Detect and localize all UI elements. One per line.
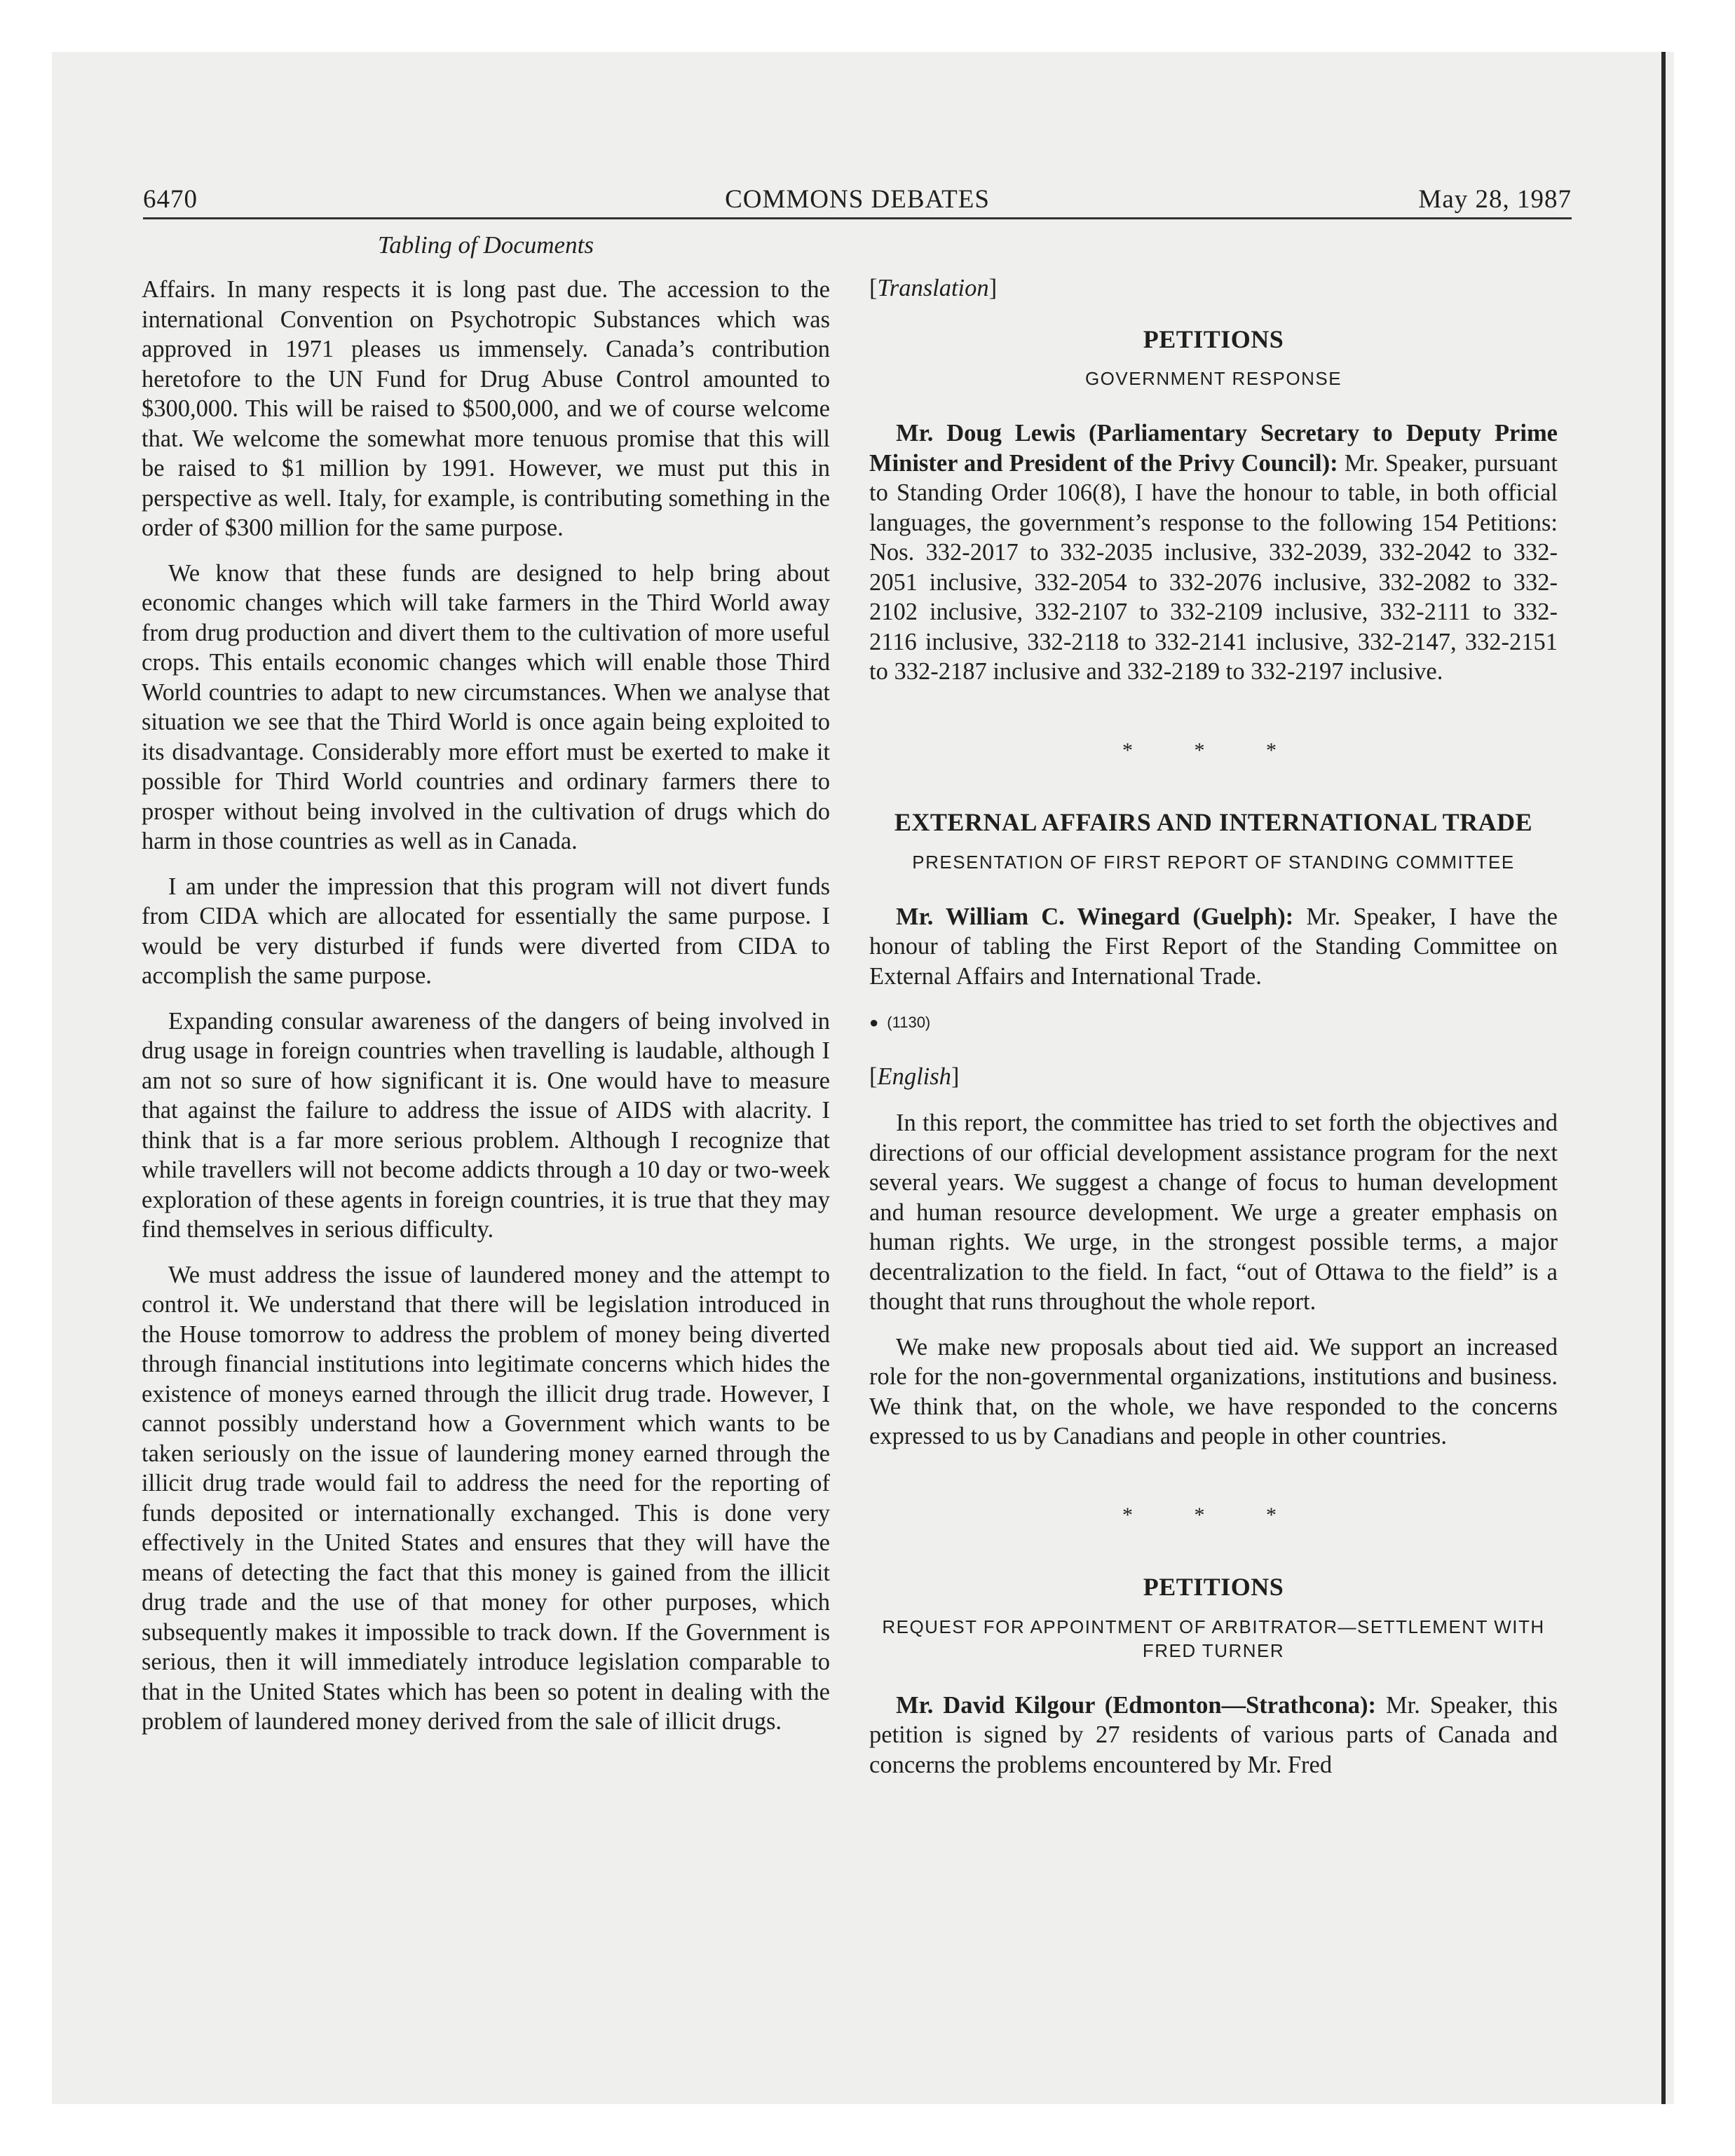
section-subheading: Tabling of Documents	[378, 231, 594, 259]
section-separator: * * *	[1122, 1503, 1305, 1527]
speaker-name: Mr. David Kilgour (Edmonton—Strathcona):	[896, 1691, 1376, 1719]
section-subtitle-first-report: PRESENTATION OF FIRST REPORT OF STANDING COMMITTEE	[912, 851, 1515, 873]
paragraph: Expanding consular awareness of the dangers of being involved in drug usage in foreign countries when travelling is laudable, although I am not so sure of how significant it is. One would have to measure that against the failure to address the issue of AIDS with alacrity. I think that is a far more serious problem. Although I recognize that while travellers will not become addicts through a 10 day or two-week exploration of these agents in foreign countries, it is true that they may find themselves in serious difficulty.	[142, 1007, 830, 1243]
page-header	[143, 181, 1572, 219]
page-number: 6470	[143, 185, 198, 214]
section-title-petitions: PETITIONS	[1143, 1573, 1284, 1601]
english-tag: [English]	[869, 1063, 960, 1090]
section-separator: * * *	[1122, 738, 1305, 762]
speaker-name: Mr. William C. Winegard (Guelph):	[896, 903, 1294, 930]
translation-tag: [Translation]	[869, 275, 998, 301]
speaker-name: Mr. Doug Lewis (Parliamentary Secretary to Deputy Prime Minister and President of the Privy Council):	[869, 420, 1558, 477]
paragraph: Mr. William C. Winegard (Guelph): Mr. Speaker, I have the honour of tabling the First Report of the Standing Committee on External Affairs and International Trade.	[869, 903, 1558, 990]
section-subtitle-arbitrator: REQUEST FOR APPOINTMENT OF ARBITRATOR—SETTLEMENT WITH FRED TURNER	[882, 1616, 1545, 1661]
paragraph: Mr. David Kilgour (Edmonton—Strathcona): Mr. Speaker, this petition is signed by 27 residents of various parts of Canada and concerns the problems encountered by Mr. Fred	[869, 1691, 1558, 1778]
left-column	[142, 231, 830, 1752]
section-title-petitions: PETITIONS	[1143, 325, 1284, 353]
scan-edge-line	[1661, 52, 1666, 2104]
publication-title: COMMONS DEBATES	[725, 185, 990, 214]
paragraph: Mr. Doug Lewis (Parliamentary Secretary to Deputy Prime Minister and President of the Privy Council): Mr. Speaker, pursuant to Standing Order 106(8), I have the honour to table, in both official languages, the government’s response to the following 154 Petitions: Nos. 332-2017 to 332-2035 inclusive, 332-2039, 332-2042 to 332-2051 inclusive, 332-2054 to 332-2076 inclusive, 332-2082 to 332-2102 inclusive, 332-2107 to 332-2109 inclusive, 332-2111 to 332-2116 inclusive, 332-2118 to 332-2141 inclusive, 332-2147, 332-2151 to 332-2187 inclusive and 332-2189 to 332-2197 inclusive.	[869, 420, 1558, 685]
paragraph: I am under the impression that this program will not divert funds from CIDA which are allocated for essentially the same purpose. I would be very disturbed if funds were diverted from CIDA to accomplish the same purpose.	[142, 873, 830, 989]
paragraph: In this report, the committee has tried to set forth the objectives and directions of our official development assistance program for the next several years. We suggest a change of focus to human development and human resource development. We urge a greater emphasis on human rights. We urge, in the strongest possible terms, a major decentralization to the field. In fact, “out of Ottawa to the field” is a thought that runs throughout the whole report.	[869, 1110, 1558, 1315]
paragraph: We must address the issue of laundered money and the attempt to control it. We understand that there will be legislation introduced in the House tomorrow to address the problem of money being diverted through financial institutions into legitimate concerns which hides the existence of moneys earned through the illicit drug trade. However, I cannot possibly understand how a Government which wants to be taken seriously on the issue of laundering money earned through the illicit drug trade would fail to address the need for the reporting of funds deposited or internationally exchanged. This is done very effectively in the United States and ensures that they will have the means of detecting the fact that this money is gained from the illicit drug trade and the use of that money for other purposes, which subsequently makes it impossible to track down. If the Government is serious, then it will immediately introduce legislation comparable to that in the United States which has been so potent in dealing with the problem of laundered money derived from the sale of illicit drugs.	[142, 1261, 830, 1735]
right-column	[869, 273, 1558, 1795]
paragraph: Affairs. In many respects it is long past due. The accession to the international Convention on Psychotropic Substances which was approved in 1971 pleases us immensely. Canada’s contribution heretofore to the UN Fund for Drug Abuse Control amounted to $300,000. This will be raised to $500,000, and we of course welcome that. We welcome the somewhat more tenuous promise that this will be raised to $1 million by 1991. However, we must put this in perspective as well. Italy, for example, is contributing something in the order of $300 million for the same purpose.	[142, 276, 830, 541]
bullet-icon: ●	[869, 1014, 879, 1031]
publication-date: May 28, 1987	[1418, 185, 1572, 214]
section-title-external-affairs: EXTERNAL AFFAIRS AND INTERNATIONAL TRADE	[894, 808, 1533, 836]
section-subtitle-government-response: GOVERNMENT RESPONSE	[1084, 368, 1342, 389]
paragraph: We make new proposals about tied aid. We support an increased role for the non-governmental organizations, institutions and business. We think that, on the whole, we have responded to the concerns expressed to us by Canadians and people in other countries.	[869, 1333, 1558, 1449]
time-marker: ● (1130)	[869, 1014, 931, 1031]
paragraph: We know that these funds are designed to help bring about economic changes which will take farmers in the Third World away from drug production and divert them to the cultivation of more useful crops. This entails economic changes which will enable those Third World countries to adapt to new circumstances. When we analyse that situation we see that the Third World is once again being exploited to its disadvantage. Considerably more effort must be exerted to make it possible for Third World countries and ordinary farmers there to prosper without being involved in the cultivation of drugs which do harm in those countries as well as in Canada.	[142, 559, 830, 854]
